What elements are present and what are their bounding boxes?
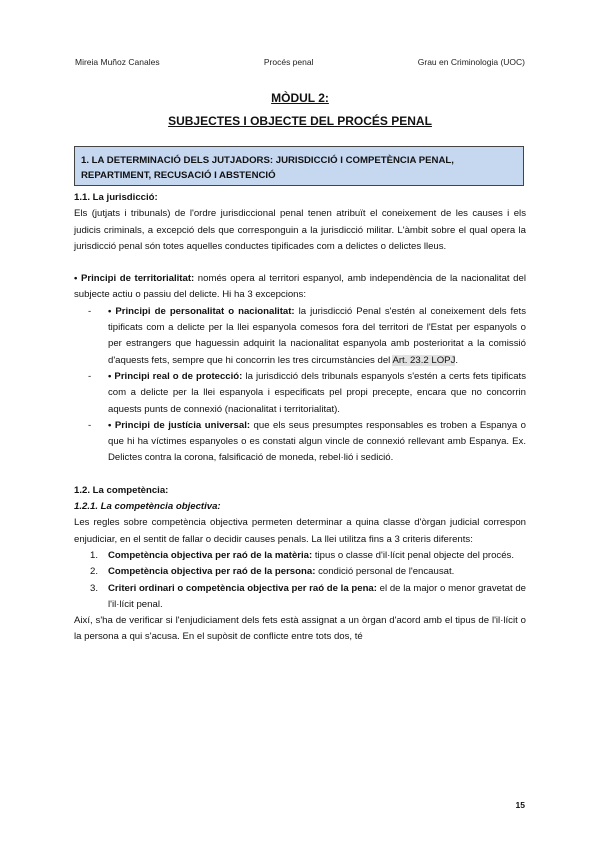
competencia-objectiva-subheading: 1.2.1. La competència objectiva: — [74, 501, 221, 513]
list-item — [88, 369, 526, 418]
jurisdiccio-heading: 1.1. La jurisdicció: — [74, 192, 158, 203]
dash-marker: - — [88, 419, 92, 431]
dash-marker: - — [88, 305, 92, 317]
list-item — [90, 564, 526, 580]
criterion-label: Criteri ordinari o competència objectiva per raó de la pena: — [108, 582, 377, 594]
competencia-intro: Les regles sobre competència objectiva permeten determinar a quina classe d'òrgan judicial correspon enjudiciar, en el sentit de fallar o decidir causes penals. La llei utilitza fins a 3 criteris diferents: — [74, 517, 526, 545]
territorialitat-text: només opera al territori espanyol, amb independència de la nacionalitat del subjecte actiu o passiu del delicte. Hi ha 3 excepcions: — [74, 273, 526, 301]
list-item — [90, 581, 526, 614]
criterion-label: Competència objectiva per raó de la matèria: — [108, 549, 313, 561]
item-number: 3. — [90, 582, 99, 594]
page-number: 15 — [515, 800, 525, 810]
territorialitat-paragraph — [74, 271, 526, 304]
list-item — [88, 418, 526, 467]
running-header — [75, 57, 525, 67]
criterion-label: Competència objectiva per raó de la persona: — [108, 566, 316, 578]
law-reference: Art. 23.2 LOPJ — [392, 354, 456, 366]
section-heading-line2: REPARTIMENT, RECUSACIÓ I ABSTENCIÓ — [81, 170, 276, 181]
list-item — [90, 548, 526, 564]
module-title: MÒDUL 2: — [271, 91, 329, 105]
closing-paragraph: Així, s'ha de verificar si l'enjudiciament dels fets està assignat a un òrgan d'acord amb el tipus de l'il·lícit o la persona a qui s'acusa. En el supòsit de conflicte entre tots dos, té — [74, 615, 526, 643]
exception-label: • Principi de personalitat o nacionalitat: — [108, 305, 295, 317]
module-subtitle: SUBJECTES I OBJECTE DEL PROCÉS PENAL — [168, 114, 432, 128]
exception-text: que els seus presumptes responsables es troben a Espanya o que hi ha víctimes espanyoles o es constati algun vincle de connexió rellevant amb Espanya. Ex. Delictes contra la corona, falsificació de moneda, rebel·lió i sedició. — [108, 419, 526, 464]
jurisdiccio-paragraph: Els (jutjats i tribunals) de l'ordre jurisdiccional penal tenen atribuït el coneixement de les causes i els judicis criminals, a excepció dels que corresponguin a la jurisdicció militar. L'àmbit sobre el qual opera la jurisdicció penal són totes aquelles conductes tipificades com a delictes o delictes lleus. — [74, 208, 526, 252]
document-body — [74, 190, 526, 646]
exception-text: la jurisdicció dels tribunals espanyols s'estén a certs fets tipificats com a delicte per la llei espanyola i especificats pel propi precepte, encara que no concorrin aquests punts de connexió (nacionalitat i territorialitat). — [108, 370, 526, 415]
exceptions-list — [74, 304, 526, 467]
header-degree: Grau en Criminologia (UOC) — [417, 57, 525, 67]
exception-end: . — [455, 354, 459, 366]
exception-label: • Principi real o de protecció: — [108, 370, 243, 382]
header-subject: Procés penal — [263, 57, 314, 67]
criterion-text: tipus o classe d'il·lícit penal objecte del procés. — [312, 549, 515, 561]
competencia-heading: 1.2. La competència: — [74, 484, 169, 496]
exception-text: la jurisdicció Penal s'estén al coneixement dels fets tipificats com a delicte per la llei espanyola comesos fora del territori de l'Estat per espanyols o per estrangers que haguessin adquirit la nacionalitat espanyola amb posterioritat a la comissió d'aquests fets, sempre que hi concorrin les tres circumstàncies del — [108, 305, 526, 366]
criteria-list — [74, 548, 526, 613]
list-item — [88, 304, 526, 369]
dash-marker: - — [88, 370, 92, 382]
item-number: 1. — [90, 549, 99, 561]
territorialitat-label: • Principi de territorialitat: — [74, 273, 195, 285]
item-number: 2. — [90, 566, 99, 578]
criterion-text: condició personal de l'encausat. — [315, 566, 455, 578]
header-author: Mireia Muñoz Canales — [75, 57, 160, 67]
exception-label: • Principi de justícia universal: — [108, 419, 251, 431]
criterion-text: el de la major o menor gravetat de l'il·lícit penal. — [108, 582, 526, 610]
section-heading-line1: 1. LA DETERMINACIÓ DELS JUTJADORS: JURISDICCIÓ I COMPETÈNCIA PENAL, — [81, 155, 454, 166]
section-heading-box — [74, 146, 524, 186]
